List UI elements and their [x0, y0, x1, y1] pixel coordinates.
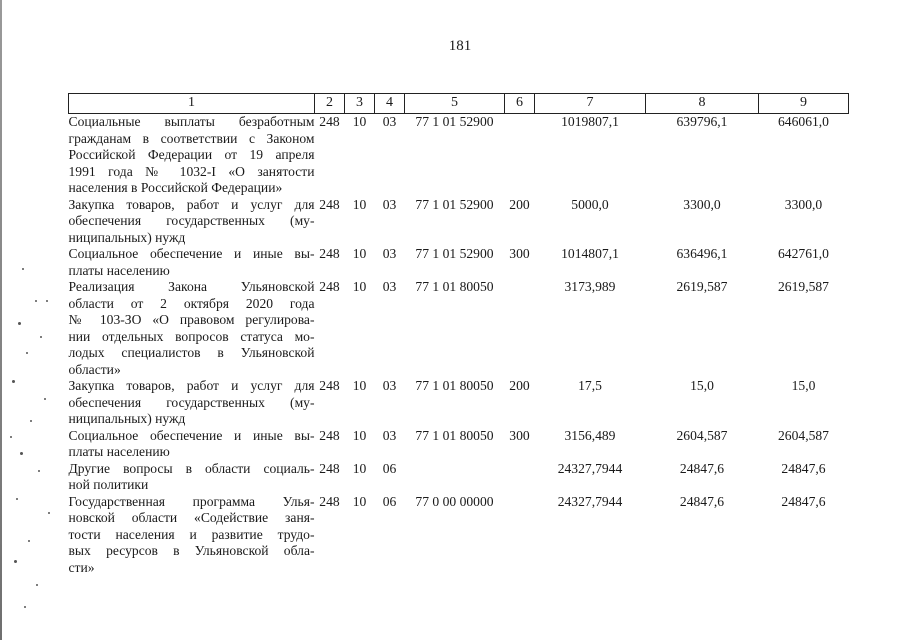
- amount-year-3: 2604,587: [778, 427, 829, 443]
- row-description: [69, 428, 315, 461]
- amount-year-2: 15,0: [690, 378, 714, 393]
- code-gov: 248: [319, 279, 340, 294]
- description-line: области от 2 октября 2020 года: [68, 295, 315, 311]
- code-expense-type: 300: [509, 246, 530, 261]
- code-target-article: 77 1 01 80050: [415, 378, 494, 393]
- column-number: 4: [375, 94, 405, 114]
- amount-year-1: 17,5: [578, 378, 602, 393]
- code-gov: 248: [319, 246, 340, 261]
- description-line: Реализация Закона Ульяновской: [68, 279, 315, 294]
- description-line: Государственная программа Улья-: [68, 493, 315, 509]
- code-target-article: 77 1 01 52900: [415, 114, 494, 129]
- code-section: 10: [352, 246, 367, 261]
- scan-speck: [46, 300, 48, 302]
- amount-year-3: 2619,587: [778, 279, 829, 294]
- column-number: 5: [405, 94, 505, 114]
- code-target-article: [405, 461, 505, 494]
- code-expense-type: 200: [509, 196, 530, 212]
- budget-table: [68, 93, 849, 576]
- row-description: [69, 378, 315, 428]
- code-expense-type: [505, 279, 535, 378]
- amount-year-2: 2619,587: [676, 279, 728, 294]
- description-line: платы населению: [68, 444, 170, 459]
- amount-year-1: 1019807,1: [561, 114, 619, 129]
- scan-speck: [10, 436, 12, 438]
- scan-speck: [24, 606, 26, 608]
- description-line: населения в Российской Федерации»: [68, 180, 283, 195]
- code-section: 10: [352, 427, 367, 443]
- code-subsection: 03: [382, 378, 397, 393]
- amount-year-1: 3173,989: [564, 279, 616, 294]
- description-line: Закупка товаров, работ и услуг для: [68, 378, 315, 393]
- description-line: ниципальных) нужд: [68, 411, 186, 426]
- amount-year-2: 24847,6: [679, 460, 725, 476]
- description-line: области»: [68, 361, 121, 377]
- row-description: [69, 461, 315, 494]
- code-subsection: 03: [382, 196, 397, 212]
- description-line: новской области «Содействие заня-: [68, 510, 315, 525]
- code-expense-type: 300: [509, 427, 530, 443]
- scan-speck: [35, 300, 37, 302]
- description-line: Другие вопросы в области социаль-: [68, 460, 315, 476]
- code-target-article: 77 1 01 80050: [415, 427, 494, 443]
- description-line: Российской Федерации от 19 апреля: [68, 147, 315, 162]
- code-section: 10: [352, 378, 367, 393]
- table-row: [69, 246, 849, 279]
- scan-speck: [38, 470, 40, 472]
- code-gov: 248: [319, 378, 340, 393]
- description-line: Закупка товаров, работ и услуг для: [68, 196, 315, 212]
- code-target-article: 77 1 01 52900: [415, 246, 494, 261]
- description-line: № 103-ЗО «О правовом регулирова-: [68, 312, 315, 327]
- code-gov: 248: [319, 493, 340, 509]
- amount-year-2: 639796,1: [676, 114, 728, 129]
- amount-year-1: 24327,7944: [557, 493, 623, 509]
- code-expense-type: [505, 114, 535, 197]
- code-target-article: 77 1 01 80050: [415, 279, 494, 294]
- amount-year-1: 3156,489: [564, 427, 616, 443]
- scan-speck: [18, 322, 21, 325]
- scan-speck: [44, 398, 46, 400]
- code-subsection: 06: [382, 460, 397, 476]
- code-subsection: 03: [382, 279, 397, 294]
- scan-left-edge: [0, 0, 2, 640]
- scan-speck: [26, 352, 28, 354]
- code-target-article: 77 1 01 52900: [415, 196, 494, 212]
- amount-year-1: 24327,7944: [557, 460, 623, 476]
- description-line: обеспечения государственных (му-: [68, 394, 315, 410]
- table-row: [69, 378, 849, 428]
- description-line: сти»: [68, 559, 95, 575]
- code-subsection: 06: [382, 493, 397, 509]
- scan-speck: [12, 380, 15, 383]
- scan-speck: [16, 498, 18, 500]
- amount-year-1: 1014807,1: [561, 246, 619, 261]
- row-description: [69, 494, 315, 577]
- column-number: 2: [315, 94, 345, 114]
- description-line: Социальное обеспечение и иные вы-: [68, 427, 315, 443]
- column-number: 3: [345, 94, 375, 114]
- description-line: платы населению: [68, 262, 170, 278]
- scan-speck: [36, 584, 38, 586]
- page-number: 181: [448, 38, 472, 54]
- amount-year-3: 646061,0: [778, 114, 829, 129]
- table-row: [69, 428, 849, 461]
- table-row: [69, 494, 849, 577]
- row-description: [69, 114, 315, 197]
- column-number: 1: [69, 94, 315, 114]
- scan-speck: [20, 452, 23, 455]
- row-description: [69, 197, 315, 247]
- column-number: 8: [646, 94, 759, 114]
- row-description: [69, 246, 315, 279]
- code-section: 10: [352, 460, 367, 476]
- code-target-article: 77 0 00 00000: [415, 493, 494, 509]
- code-section: 10: [352, 493, 367, 509]
- amount-year-3: 3300,0: [784, 196, 823, 212]
- amount-year-3: 24847,6: [781, 493, 826, 509]
- scan-speck: [48, 512, 50, 514]
- row-description: [69, 279, 315, 378]
- amount-year-1: 5000,0: [571, 196, 609, 212]
- description-line: лодых специалистов в Ульяновской: [68, 345, 315, 360]
- code-gov: 248: [319, 460, 340, 476]
- scan-speck: [30, 420, 32, 422]
- table-row: [69, 114, 849, 197]
- column-number: 9: [759, 94, 849, 114]
- table-body: [69, 114, 849, 577]
- description-line: вых ресурсов в Ульяновской обла-: [68, 543, 315, 558]
- description-line: 1991 года № 1032-I «О занятости: [68, 163, 315, 179]
- scan-speck: [14, 560, 17, 563]
- code-expense-type: 200: [509, 378, 530, 393]
- description-line: Социальные выплаты безработным: [68, 114, 315, 129]
- code-section: 10: [352, 196, 367, 212]
- amount-year-2: 24847,6: [679, 493, 725, 509]
- description-line: обеспечения государственных (му-: [68, 213, 315, 228]
- table-row: [69, 279, 849, 378]
- amount-year-3: 24847,6: [781, 460, 826, 476]
- amount-year-2: 636496,1: [676, 246, 728, 261]
- scan-speck: [22, 268, 24, 270]
- code-section: 10: [352, 279, 367, 294]
- amount-year-2: 2604,587: [676, 427, 728, 443]
- description-line: тости населения и развитие трудо-: [68, 526, 315, 542]
- description-line: нии отдельных вопросов статуса мо-: [68, 328, 315, 344]
- amount-year-3: 642761,0: [778, 246, 829, 261]
- table-row: [69, 197, 849, 247]
- code-expense-type: [505, 494, 535, 577]
- code-gov: 248: [319, 114, 340, 129]
- column-number: 7: [535, 94, 646, 114]
- code-subsection: 03: [382, 427, 397, 443]
- code-subsection: 03: [382, 114, 397, 129]
- scan-speck: [28, 540, 30, 542]
- code-gov: 248: [319, 196, 340, 212]
- code-expense-type: [505, 461, 535, 494]
- code-subsection: 03: [382, 246, 397, 261]
- scan-speck: [40, 336, 42, 338]
- amount-year-3: 15,0: [791, 378, 816, 393]
- description-line: гражданам в соответствии с Законом: [68, 130, 315, 146]
- table-row: [69, 461, 849, 494]
- column-number-row: [69, 94, 849, 114]
- description-line: ниципальных) нужд: [68, 229, 186, 245]
- description-line: Социальное обеспечение и иные вы-: [68, 246, 315, 261]
- code-section: 10: [352, 114, 367, 129]
- column-number: 6: [505, 94, 535, 114]
- code-gov: 248: [319, 427, 340, 443]
- description-line: ной политики: [68, 477, 149, 492]
- amount-year-2: 3300,0: [683, 196, 721, 212]
